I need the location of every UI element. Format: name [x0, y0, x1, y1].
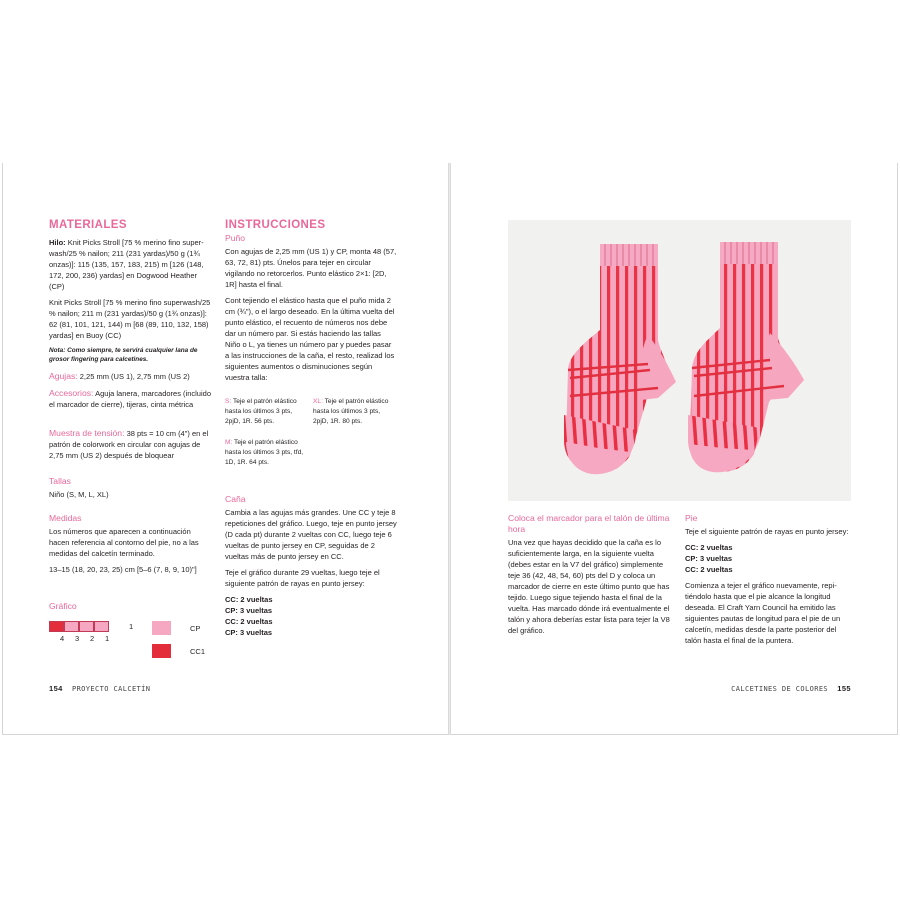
chart-cell-4: [49, 621, 64, 632]
cana-block: [225, 507, 397, 638]
size-m-label: M:: [225, 439, 233, 446]
medidas-block: [49, 526, 213, 575]
chart-row-number: 1: [129, 622, 134, 631]
cana-p2: Teje el gráfico durante 29 vueltas, luego teje el siguiente patrón de rayas en punto jersey:: [225, 568, 380, 588]
stripe-list: [225, 594, 397, 638]
chart-col-2: 2: [90, 634, 95, 643]
legend-label-cp: CP: [190, 624, 201, 633]
hilo-paragraph: [49, 237, 213, 292]
left-running-head: PROYECTO CALCETÍN: [71, 685, 151, 693]
chart-cell-2: [79, 621, 94, 632]
puno-block: [225, 246, 397, 388]
grafico-label: Gráfico: [49, 601, 77, 611]
accesorios-block: [49, 388, 213, 410]
chart-cell-3: [64, 621, 79, 632]
size-s-text: Teje el patrón elástico hasta los últimos 3 pts, 2pjD, 1R. 56 pts.: [225, 398, 297, 425]
accesorios-label: Accesorios:: [49, 388, 94, 398]
muestra-label: Muestra de tensión:: [49, 428, 125, 438]
stripe-item: CC: 2 vueltas: [225, 595, 273, 604]
legend-swatch-cp: [152, 621, 171, 635]
cana-p1: Cambia a las agujas más grandes. Une CC y teje 8 repeticiones del gráfico. Luego, teje en punto jersey (D cada pt) durante 2 vueltas con CC, luego teje 6 vueltas de punto jersey en CP, seguidas de 2 vueltas más de punto jersey en CC.: [225, 508, 397, 561]
pie-stripe-item: CC: 2 vueltas: [685, 565, 733, 574]
left-sock: [564, 244, 676, 474]
agujas-text: 2,25 mm (US 1), 2,75 mm (US 2): [79, 372, 190, 381]
knitting-chart: [49, 621, 169, 653]
left-page-number: 154: [49, 684, 63, 693]
puno-p1: Con agujas de 2,25 mm (US 1) y CP, monta 48 (57, 63, 72, 81) pts. Únelos para tejer en circular vigilando no retorcerlos. Punto elástico 2×1: [2D, 1R] hasta el final.: [225, 247, 397, 289]
legend-swatch-cc1: [152, 644, 171, 658]
nota-text: Nota: Como siempre, te servirá cualquier lana de grosor fingering para calcetines.: [49, 347, 198, 363]
tallas-label: Tallas: [49, 476, 71, 486]
book-gutter: [448, 163, 451, 735]
medidas-label: Medidas: [49, 513, 82, 523]
size-m-text: Teje el patrón elástico hasta los últimos 3 pts, tfd, 1D, 1R. 64 pts.: [225, 439, 304, 466]
instrucciones-title: INSTRUCCIONES: [225, 219, 326, 231]
stripe-item: CP: 3 vueltas: [225, 606, 273, 615]
colocar-block: [508, 537, 676, 636]
medidas-text: Los números que aparecen a continuación hacen referencia al contorno del pie, no a las medidas del calcetín terminado.: [49, 527, 199, 558]
size-s-note: [225, 397, 307, 427]
socks-photo: [508, 220, 851, 501]
materiales-block: [49, 237, 213, 369]
stripe-item: CP: 3 vueltas: [225, 628, 273, 637]
pie-stripe-item: CP: 3 vueltas: [685, 554, 733, 563]
pie-p2: Comienza a tejer el gráfico nuevamente, repitiéndolo hasta que el pie alcance la longitud deseada. El Craft Yarn Council ha emitido las siguientes pautas de longitud para el pie de un calcetín, medidas desde la parte posterior del talón hasta el final de la puntera.: [685, 581, 841, 645]
pie-p1: Teje el siguiente patrón de rayas en punto jersey:: [685, 527, 849, 536]
chart-col-4: 4: [60, 634, 65, 643]
right-sock: [688, 242, 804, 472]
puno-p2: Cont tejiendo el elástico hasta que el puño mida 2 cm (¾"), o el largo deseado. En la última vuelta del punto elástico, el recuento de números nos debe dar un número par. Si estás haciendo las tallas Niño o L, ya tienes un número par y puedes pasar a las instrucciones de la caña, el resto, realizad los siguientes aumentos o disminuciones según vuestra talla:: [225, 296, 395, 382]
muestra-text: 38 pts = 10 cm (4") en el patrón de colorwork en circular con agujas de 2,75 mm (US 2) después de bloquear: [49, 429, 209, 460]
tallas-text: Niño (S, M, L, XL): [49, 490, 109, 499]
pie-stripe-list: [685, 542, 851, 575]
agujas-block: [49, 371, 213, 382]
colocar-text: Una vez que hayas decidido que la caña es lo suficientemente larga, en la siguiente vuelta (debes estar en la V7 del gráfico) simplemente teje 36 (42, 48, 54, 60) pts del D y coloca un marcador de cierre en este último punto que has tejido. Luego sigue tejiendo hasta el final de la vuelta. Has marcado dónde irá eventualmente el talón y ahora deberías estar lista para tejer la V8 del gráfico.: [508, 538, 670, 635]
accesorios-text: Aguja lanera, marcadores (incluido el marcador de cierre), tijeras, cinta métrica: [49, 389, 211, 409]
size-s-label: S:: [225, 398, 232, 405]
size-xl-text: Teje el patrón elástico hasta los últimos 3 pts, 2pjD, 1R. 80 pts.: [313, 398, 389, 425]
cana-label: Caña: [225, 494, 246, 504]
pie-stripe-item: CC: 2 vueltas: [685, 543, 733, 552]
chart-col-1: 1: [105, 634, 110, 643]
right-running-head: CALCETINES DE COLORES: [731, 685, 829, 693]
muestra-block: [49, 428, 213, 461]
hilo-label: Hilo:: [49, 238, 66, 247]
agujas-label: Agujas:: [49, 371, 78, 381]
right-footer: [731, 684, 851, 693]
left-footer: [49, 684, 150, 693]
materiales-title: MATERIALES: [49, 219, 127, 231]
right-page-number: 155: [837, 684, 851, 693]
puno-label: Puño: [225, 233, 246, 243]
hilo2-paragraph: Knit Picks Stroll [75 % merino fino superwash/25 % nailon; 211 m (231 yardas)/50 g (1¾ onzas)]: 62 (81, 101, 121, 144) m [68 (89, 110, 132, 158) yardas] en Buoy (CC): [49, 298, 211, 340]
size-m-note: [225, 438, 307, 468]
size-xl-note: [313, 397, 395, 427]
medidas-values: 13–15 (18, 20, 23, 25) cm [5–6 (7, 8, 9, 10)"]: [49, 565, 197, 574]
colocar-label: Coloca el marcador para el talón de última hora: [508, 513, 670, 534]
chart-col-3: 3: [75, 634, 80, 643]
legend-label-cc1: CC1: [190, 647, 206, 656]
pie-label: Pie: [685, 513, 698, 523]
size-xl-label: XL:: [313, 398, 323, 405]
hilo-text: Knit Picks Stroll [75 % merino fino superwash/25 % nailon; 211 (231 yardas)/50 g (1¾ onzas)]: 115 (135, 157, 183, 215) m [126 (148, 172, 200, 236) yardas] en Dogwood Heather (CP): [49, 238, 204, 291]
pie-block: [685, 526, 851, 651]
chart-cell-1: [94, 621, 109, 632]
stripe-item: CC: 2 vueltas: [225, 617, 273, 626]
socks-illustration: [508, 220, 851, 501]
